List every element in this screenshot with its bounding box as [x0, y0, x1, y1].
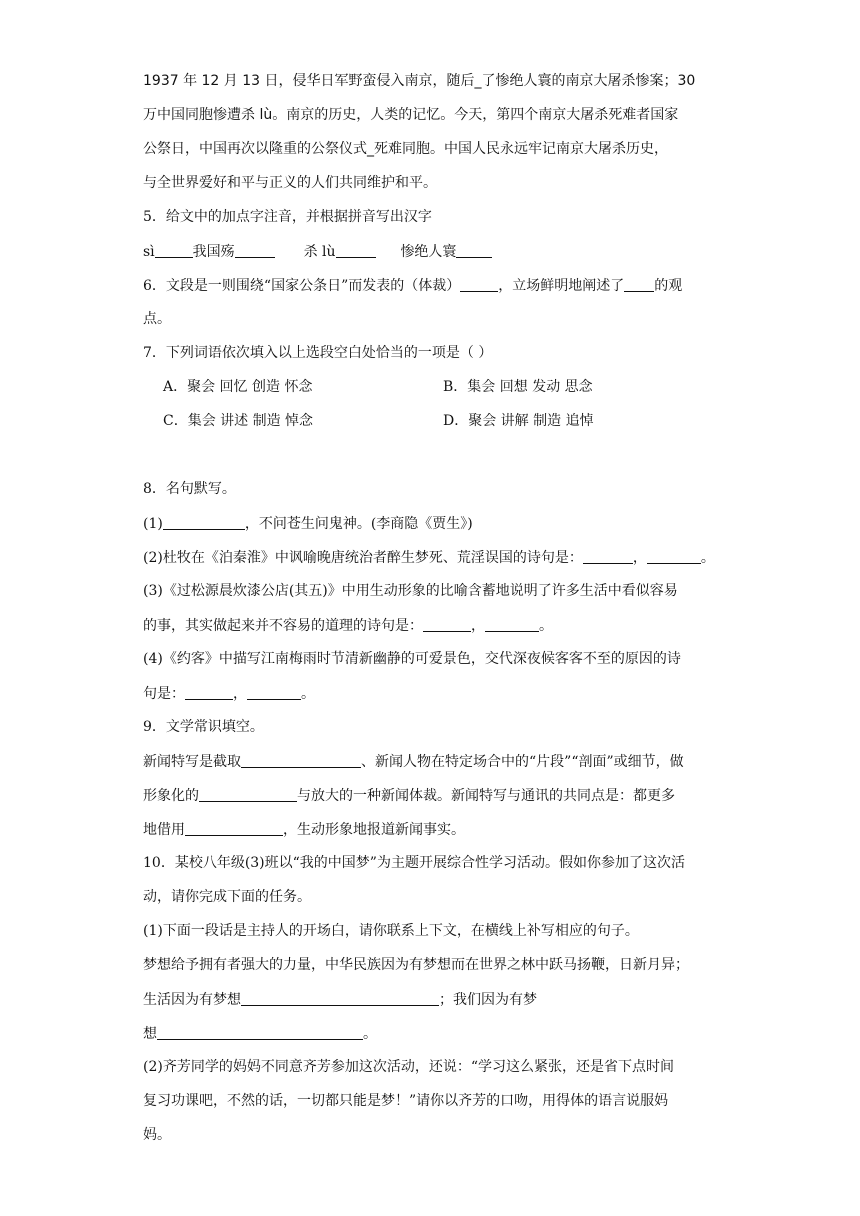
q9-line3-text-a: 地借用: [143, 822, 185, 838]
passage-line-1: 1937 年 12 月 13 日，侵华日军野蛮侵入南京，随后_了惨绝人寰的南京大屠杀惨案；30: [143, 73, 696, 89]
q6-part2: ，立场鲜明地阐述了: [498, 278, 625, 294]
period: 。: [301, 686, 315, 702]
q8-item2-text: (2)杜牧在《泊秦淮》中讽喻晚唐统治者醉生梦死、荒淫误国的诗句是：: [143, 550, 583, 566]
period: 。: [539, 618, 553, 634]
q7-option-c[interactable]: C．集会 讲述 制造 悼念: [163, 413, 314, 429]
q10-stem-line-1: 10．某校八年级(3)班以“我的中国梦”为主题开展综合性学习活动。假如你参加了这次活: [143, 855, 685, 871]
q9-line2-text-b: 与放大的一种新闻体裁。新闻特写与通讯的共同点是：都更多: [297, 788, 675, 804]
q8-item-4-line-1: (4)《约客》中描写江南梅雨时节清新幽静的可爱景色，交代深夜候客客不至的原因的诗: [143, 651, 681, 667]
q10-sub1: (1)下面一段话是主持人的开场白，请你联系上下文，在横线上补写相应的句子。: [143, 923, 639, 939]
q9-line-3: [143, 821, 465, 839]
q9-line1-text-a: 新闻特写是截取: [143, 754, 241, 770]
q10-sub2-line-1: (2)齐芳同学的妈妈不同意齐芳参加这次活动，还说：“学习这么紧张，还是省下点时间: [143, 1059, 674, 1075]
q7-option-b[interactable]: B．集会 回想 发动 思念: [443, 379, 593, 395]
comma: ，: [471, 618, 485, 634]
q10-sub1-line-2: [143, 991, 537, 1009]
q5-b-blank[interactable]: [336, 243, 376, 258]
q5-a-pinyin: sì: [143, 244, 155, 260]
q8-item-3-line-1: (3)《过松源晨炊漆公店(其五)》中用生动形象的比喻含蓄地说明了许多生活中看似容易: [143, 583, 678, 599]
q5-c-word: 惨绝人寰: [400, 244, 457, 260]
q8-item4-blank-1[interactable]: [185, 685, 233, 700]
q8-item3-blank-1[interactable]: [423, 617, 471, 632]
q10-sub1-blank-2[interactable]: [157, 1025, 363, 1040]
q10-sub1-line-1: 梦想给予拥有者强大的力量，中华民族因为有梦想而在世界之林中跃马扬鞭，日新月异；: [143, 957, 689, 973]
q8-item4-text: 句是：: [143, 686, 185, 702]
period: 。: [700, 550, 715, 566]
q8-item-2: [143, 549, 715, 567]
q8-item1-prefix: (1): [143, 516, 163, 532]
q6-part3: 的观: [654, 278, 683, 294]
q5-c-blank[interactable]: [456, 243, 492, 258]
q5-answer-row: [143, 243, 492, 261]
q9-line1-text-b: 、新闻人物在特定场合中的“片段”“剖面”或细节，做: [361, 754, 684, 770]
comma: ，: [233, 686, 247, 702]
q8-item3-text: 的事，其实做起来并不容易的道理的诗句是：: [143, 618, 423, 634]
passage-line-2: 万中国同胞惨遭杀 lù。南京的历史，人类的记忆。今天，第四个南京大屠杀死难者国家: [143, 107, 679, 123]
q10-sub1-blank-1[interactable]: [241, 991, 439, 1006]
q5-a-word: 我国殇: [192, 244, 235, 260]
q9-line-2: [143, 787, 675, 805]
q8-item-3-line-2: [143, 617, 553, 635]
q7-stem: 7．下列词语依次填入以上选段空白处恰当的一项是（ ）: [143, 345, 493, 361]
q10-sub1-text-d: 。: [363, 1026, 377, 1042]
q8-stem: 8．名句默写。: [143, 481, 236, 497]
q10-sub2-line-3: 妈。: [143, 1127, 171, 1143]
q8-item3-blank-2[interactable]: [485, 617, 539, 632]
q9-stem: 9．文学常识填空。: [143, 719, 264, 735]
q10-sub1-text-b: ；我们因为有梦: [439, 992, 537, 1008]
q9-blank-1[interactable]: [241, 753, 361, 768]
q6-line-1: [143, 277, 682, 295]
passage-line-3: 公祭日，中国再次以隆重的公祭仪式_死难同胞。中国人民永远牢记南京大屠杀历史，: [143, 141, 668, 157]
q5-a-blank[interactable]: [155, 243, 193, 258]
q8-item2-blank-2[interactable]: [647, 549, 701, 564]
q9-line2-text-a: 形象化的: [143, 788, 199, 804]
q7-option-d[interactable]: D．聚会 讲解 制造 追悼: [443, 413, 594, 429]
q8-item1-text: ，不问苍生问鬼神。(李商隐《贾生》): [244, 516, 473, 532]
q9-blank-3[interactable]: [185, 821, 283, 836]
q5-stem: 5．给文中的加点字注音，并根据拼音写出汉字: [143, 209, 432, 225]
q9-blank-2[interactable]: [199, 787, 297, 802]
q8-item-1: [143, 515, 473, 533]
q6-view-blank[interactable]: [624, 277, 654, 292]
q9-line-1: [143, 753, 684, 771]
q5-a2-blank[interactable]: [235, 243, 275, 258]
q10-sub1-text-a: 生活因为有梦想: [143, 992, 241, 1008]
q6-part1: 6．文段是一则围绕“国家公条日”而发表的（体裁）: [143, 278, 461, 294]
q9-line3-text-b: ，生动形象地报道新闻事实。: [283, 822, 465, 838]
passage-line-4: 与全世界爱好和平与正义的人们共同维护和平。: [143, 175, 437, 191]
q10-sub1-text-c: 想: [143, 1026, 157, 1042]
q8-item4-blank-2[interactable]: [247, 685, 301, 700]
q8-item2-blank-1[interactable]: [583, 549, 633, 564]
q10-stem-line-2: 动，请你完成下面的任务。: [143, 889, 311, 905]
comma: ，: [632, 550, 647, 566]
q10-sub1-line-3: [143, 1025, 377, 1043]
q6-genre-blank[interactable]: [460, 277, 498, 292]
q6-line-2: 点。: [143, 311, 171, 327]
q7-option-a[interactable]: A．聚会 回忆 创造 怀念: [163, 379, 313, 395]
q8-item-4-line-2: [143, 685, 315, 703]
q5-b-pinyin: 杀 lù: [303, 244, 336, 260]
q8-item1-blank[interactable]: [163, 515, 245, 530]
q10-sub2-line-2: 复习功课吧，不然的话，一切都只能是梦！”请你以齐芳的口吻，用得体的语言说服妈: [143, 1093, 669, 1109]
